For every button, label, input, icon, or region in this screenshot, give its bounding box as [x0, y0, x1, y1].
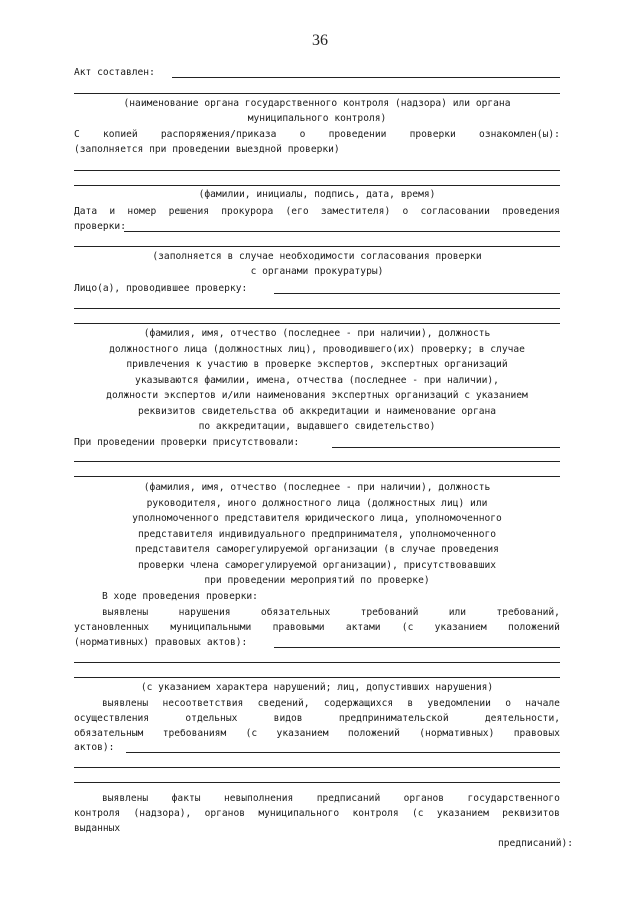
word: несоответствия — [162, 698, 244, 709]
fill-line — [126, 752, 560, 753]
mismatch-line2 — [74, 712, 560, 725]
prosecutor-line2: проверки: — [74, 221, 126, 232]
fill-line — [74, 677, 560, 678]
caption-line: (фамилии, инициалы, подпись, дата, время) — [198, 189, 436, 200]
word: осуществления — [74, 713, 150, 724]
page-number: 36 — [312, 32, 328, 49]
word: (его — [285, 206, 309, 217]
prosecutor-line — [74, 205, 560, 218]
caption-line: проверки члена саморегулируемой организации), присутствовавших — [137, 559, 497, 571]
word: решения — [168, 206, 210, 217]
copy-order-note: (заполняется при проведении выездной проверки) — [74, 144, 340, 155]
word: правовых — [513, 728, 560, 739]
fill-line — [74, 782, 560, 783]
word: копией — [103, 129, 138, 140]
violations-line3: (нормативных) правовых актов): — [74, 637, 248, 648]
word: проведения — [502, 206, 560, 217]
copy-order-line — [74, 128, 560, 141]
caption-line: должностного лица (должностных лиц), проводившего(их) проверку; в случае — [109, 343, 525, 355]
word: требований, — [496, 607, 560, 618]
word: (с — [245, 728, 258, 739]
word: выявлены — [102, 793, 149, 804]
word: содержащихся — [323, 698, 394, 709]
word: номер — [127, 206, 157, 217]
caption-line: муниципального контроля) — [247, 113, 387, 124]
word: реквизитов — [502, 808, 560, 819]
fill-line — [74, 246, 560, 247]
caption-line: указываются фамилии, имена, отчества (последнее - при наличии), — [135, 374, 499, 386]
caption-line: (заполняется в случае необходимости согласования проверки — [152, 251, 482, 262]
fill-line — [274, 647, 560, 648]
fill-line — [274, 293, 560, 294]
word: контроля — [352, 808, 399, 819]
word: невыполнения — [223, 793, 294, 804]
orders-line1 — [102, 792, 560, 805]
violations-line1 — [102, 606, 560, 619]
word: факты — [171, 793, 201, 804]
caption-line: (наименование органа государственного контроля (надзора) или органа — [123, 98, 511, 109]
word: указанием — [276, 728, 329, 739]
word: обязательным — [74, 728, 144, 739]
word: Дата — [74, 206, 98, 217]
present-label: При проведении проверки присутствовали: — [74, 437, 300, 448]
mismatch-line4: актов): — [74, 742, 115, 753]
caption-line: (фамилия, имя, отчество (последнее - при наличии), должность — [143, 482, 491, 493]
word: органов — [403, 793, 445, 804]
word: и — [109, 206, 116, 217]
act-compiled-label: Акт составлен: — [74, 67, 155, 78]
word: прокурора — [221, 206, 274, 217]
caption-line: привлечения к участию в проверке экспертов, экспертных организаций — [126, 359, 508, 370]
fill-line — [74, 323, 560, 324]
fill-line — [74, 170, 560, 171]
word: (надзора), — [133, 808, 192, 819]
word: муниципального — [258, 808, 340, 819]
caption-line: представителя индивидуального предпринимателя, уполномоченного — [137, 528, 497, 540]
word: нарушения — [178, 607, 231, 618]
caption-line: по аккредитации, выдавшего свидетельство) — [198, 421, 436, 432]
word: указанием — [434, 622, 487, 633]
fill-line — [74, 767, 560, 768]
word: предпринимательской — [338, 713, 449, 724]
word: о — [299, 129, 306, 140]
inspector-label: Лицо(а), проводившее проверку: — [74, 283, 248, 294]
word: уведомлении — [427, 698, 491, 709]
word: о — [402, 206, 409, 217]
orders-line2 — [74, 807, 560, 820]
word: указанием — [436, 808, 489, 819]
violations-line2 — [74, 621, 560, 634]
fill-line — [74, 93, 560, 94]
caption-line: должности экспертов и/или наименования экспертных организаций с указанием — [106, 390, 528, 401]
word: (нормативных) — [419, 728, 495, 739]
fill-line — [74, 662, 560, 663]
word: о — [505, 698, 511, 709]
word: в — [407, 698, 414, 709]
word: отдельных — [185, 713, 238, 724]
caption-line: (с указанием характера нарушений; лиц, допустивших нарушения) — [140, 682, 494, 693]
word: установленных — [74, 622, 150, 633]
word: органов — [204, 808, 246, 819]
word: распоряжения/приказа — [160, 129, 277, 140]
word: или — [448, 607, 467, 618]
word: требований — [360, 607, 419, 618]
word: ознакомлен(ы): — [479, 129, 560, 140]
word: проведении — [328, 129, 387, 140]
word: выявлены — [102, 607, 149, 618]
word: сведений, — [257, 698, 310, 709]
orders-line3: выданных — [74, 823, 121, 834]
fill-line — [74, 461, 560, 462]
caption-line: представителя саморегулируемой организации (в случае проведения — [135, 544, 499, 555]
findings-intro: В ходе проведения проверки: — [102, 591, 258, 602]
word: положений — [347, 728, 400, 739]
mismatch-line3 — [74, 727, 560, 740]
word: предписаний — [316, 793, 381, 804]
word: видов — [273, 713, 303, 724]
word: согласовании — [420, 206, 490, 217]
fill-line — [74, 308, 560, 309]
word: начале — [525, 698, 560, 709]
word: проверки — [409, 129, 456, 140]
caption-line: уполномоченного представителя юридического лица, уполномоченного — [132, 513, 502, 524]
word: контроля — [74, 808, 121, 819]
fill-line — [124, 231, 560, 232]
word: (с — [412, 808, 424, 819]
fill-line — [332, 447, 560, 448]
word: деятельности, — [484, 713, 560, 724]
word: государственного — [467, 793, 560, 804]
fill-line — [74, 185, 560, 186]
mismatch-line1 — [102, 697, 560, 710]
caption-line: (фамилия, имя, отчество (последнее - при наличии), должность — [143, 328, 491, 339]
word: положений — [507, 622, 560, 633]
caption-line: руководителя, иного должностного лица (должностных лиц) или — [146, 497, 488, 509]
word: заместителя) — [320, 206, 391, 217]
orders-line4: предписаний): — [498, 838, 574, 849]
word: С — [74, 129, 80, 140]
caption-line: реквизитов свидетельства об аккредитации и наименование органа — [137, 405, 497, 417]
caption-line: при проведении мероприятий по проверке) — [204, 575, 430, 586]
fill-line — [74, 476, 560, 477]
word: актами — [345, 622, 381, 633]
word: требованиям — [162, 728, 227, 739]
word: муниципальными — [170, 622, 252, 633]
word: (с — [401, 622, 414, 633]
word: обязательных — [260, 607, 331, 618]
fill-line — [172, 77, 560, 78]
caption-line: с органами прокуратуры) — [250, 266, 384, 277]
word: правовыми — [272, 622, 325, 633]
word: выявлены — [102, 698, 149, 709]
